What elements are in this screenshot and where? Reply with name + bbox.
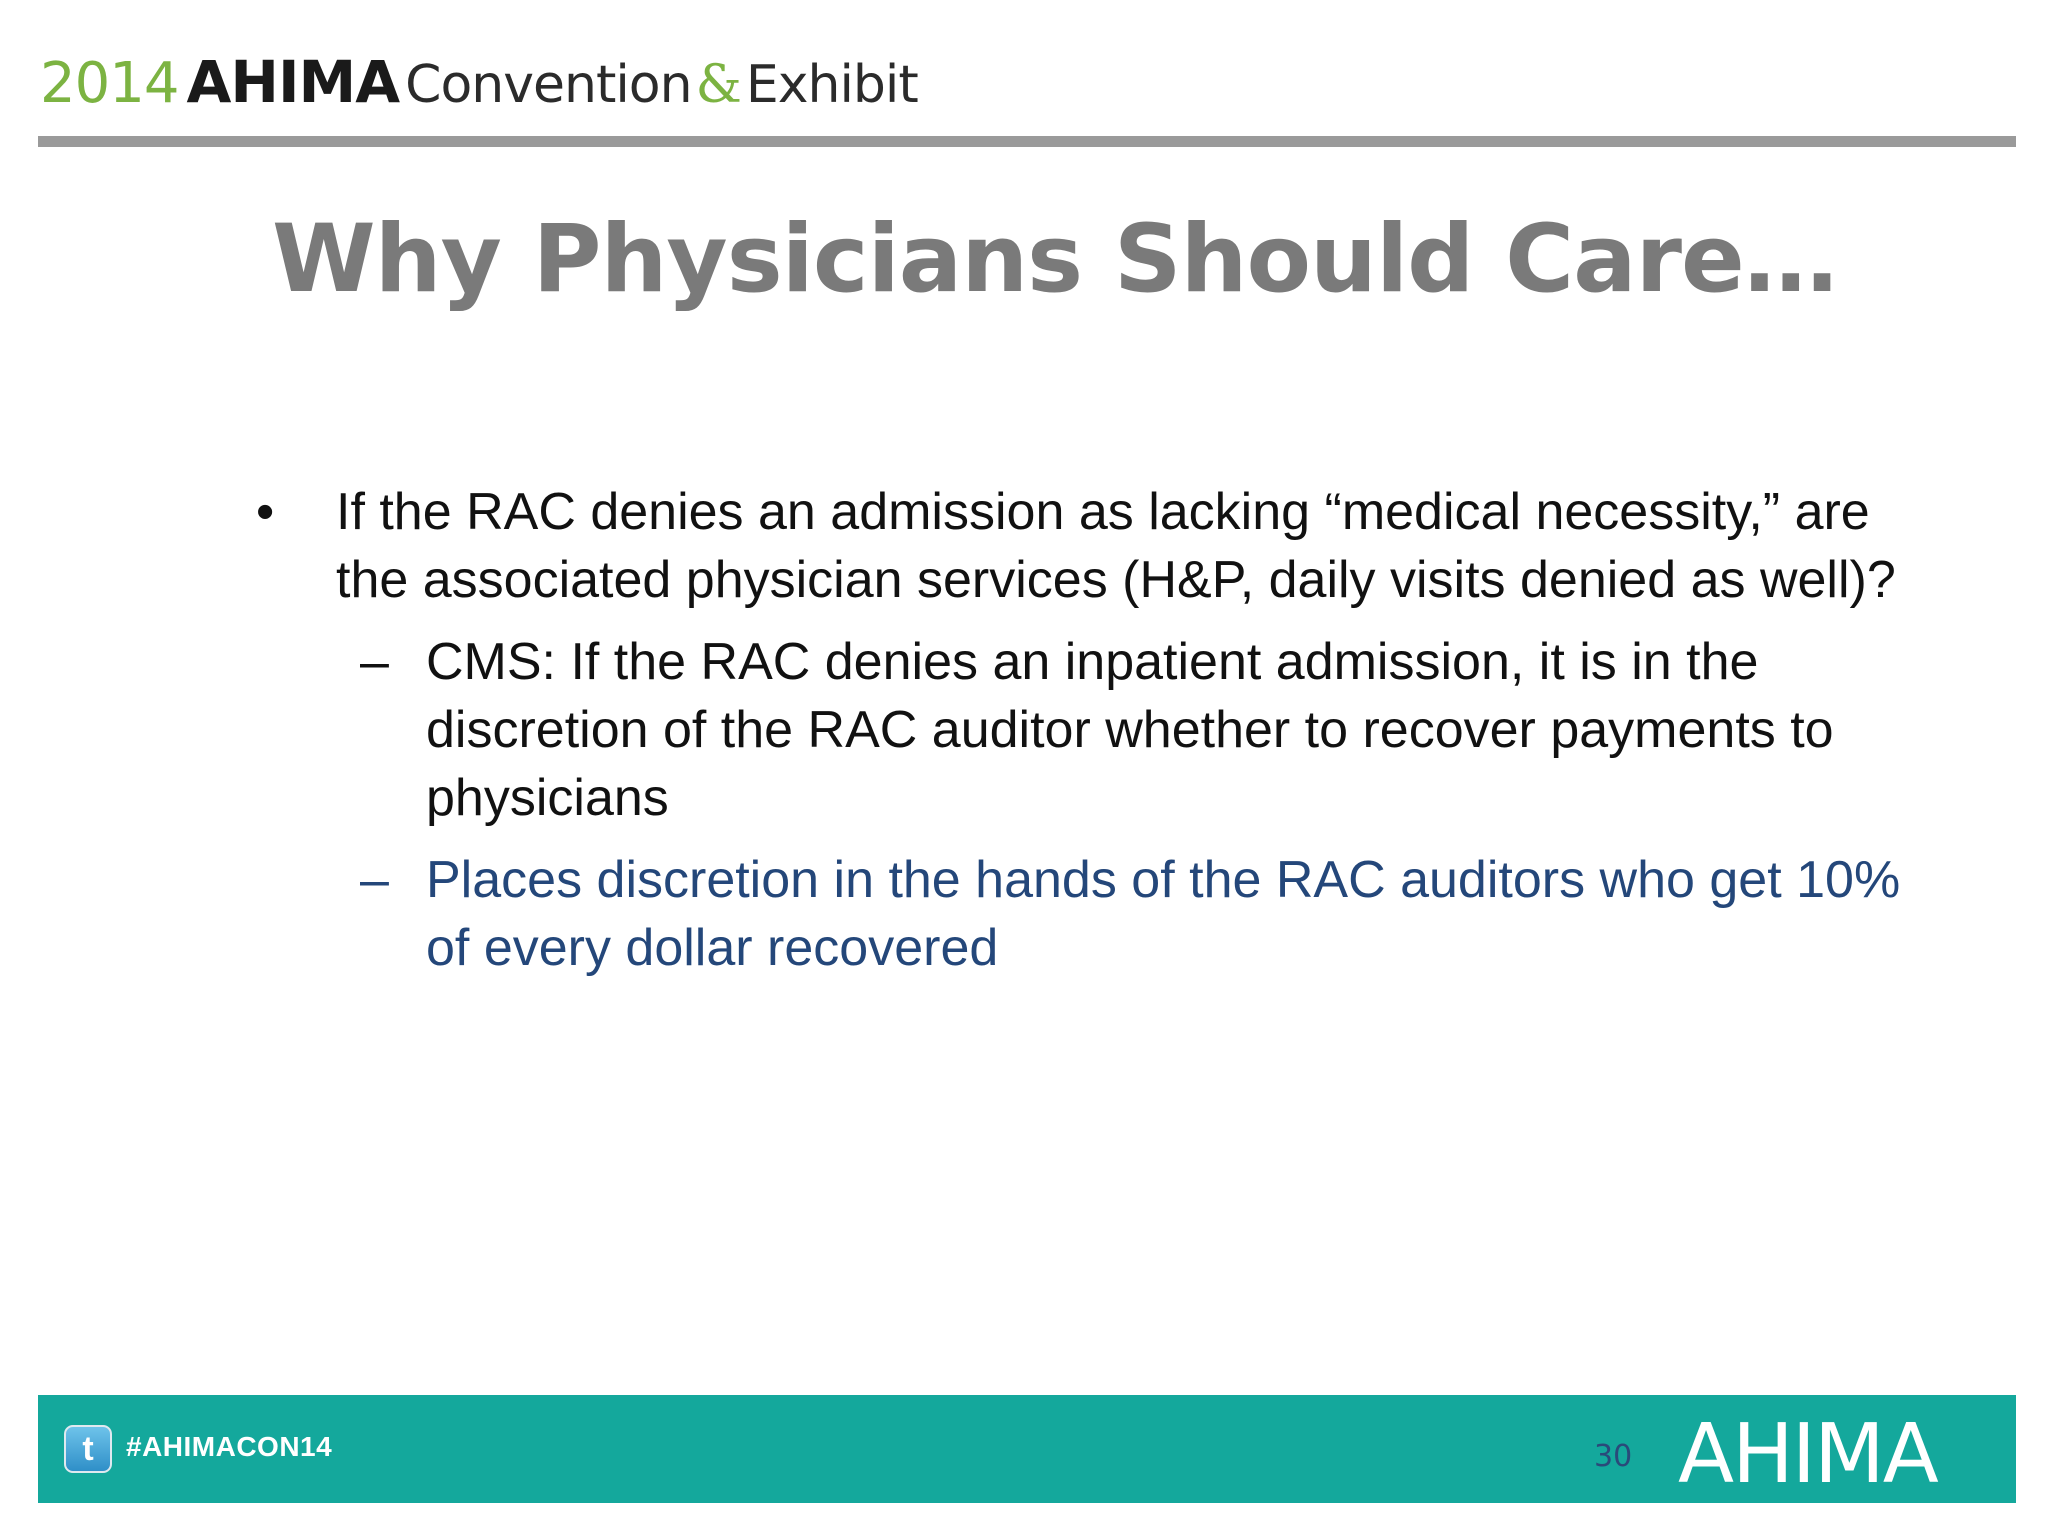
hashtag-label: #AHIMACON14 bbox=[126, 1431, 333, 1462]
ahima-logo: AHIMA bbox=[1678, 1407, 1937, 1502]
slide-body bbox=[250, 478, 1930, 982]
bullet-item bbox=[250, 478, 1930, 614]
bullet-icon: • bbox=[256, 483, 275, 541]
sub-bullet-item bbox=[250, 628, 1930, 832]
slide-title: Why Physicians Should Care… bbox=[272, 205, 1837, 314]
footer-bar bbox=[38, 1395, 2016, 1503]
header-divider bbox=[38, 136, 2016, 147]
twitter-glyph: t bbox=[82, 1430, 94, 1468]
sub-bullet-item-highlight bbox=[250, 846, 1930, 982]
sub-bullet-text: Places discretion in the hands of the RAC auditors who get 10% of every dollar recovered bbox=[426, 851, 1901, 977]
header-event-exhibit: Exhibit bbox=[745, 55, 918, 115]
header-year: 2014 bbox=[40, 51, 179, 116]
conference-header bbox=[40, 48, 918, 118]
dash-icon: – bbox=[360, 851, 389, 909]
header-org: AHIMA bbox=[186, 48, 400, 116]
slide-number: 30 bbox=[1594, 1439, 1633, 1474]
header-ampersand: & bbox=[695, 55, 742, 115]
header-event-convention: Convention bbox=[405, 55, 692, 115]
sub-bullet-text: CMS: If the RAC denies an inpatient admission, it is in the discretion of the RAC auditor whether to recover payments to physicians bbox=[426, 633, 1834, 827]
bullet-text: If the RAC denies an admission as lacking “medical necessity,” are the associated physician services (H&P, daily visits denied as well)? bbox=[336, 483, 1896, 609]
twitter-icon bbox=[64, 1425, 112, 1473]
dash-icon: – bbox=[360, 633, 389, 691]
